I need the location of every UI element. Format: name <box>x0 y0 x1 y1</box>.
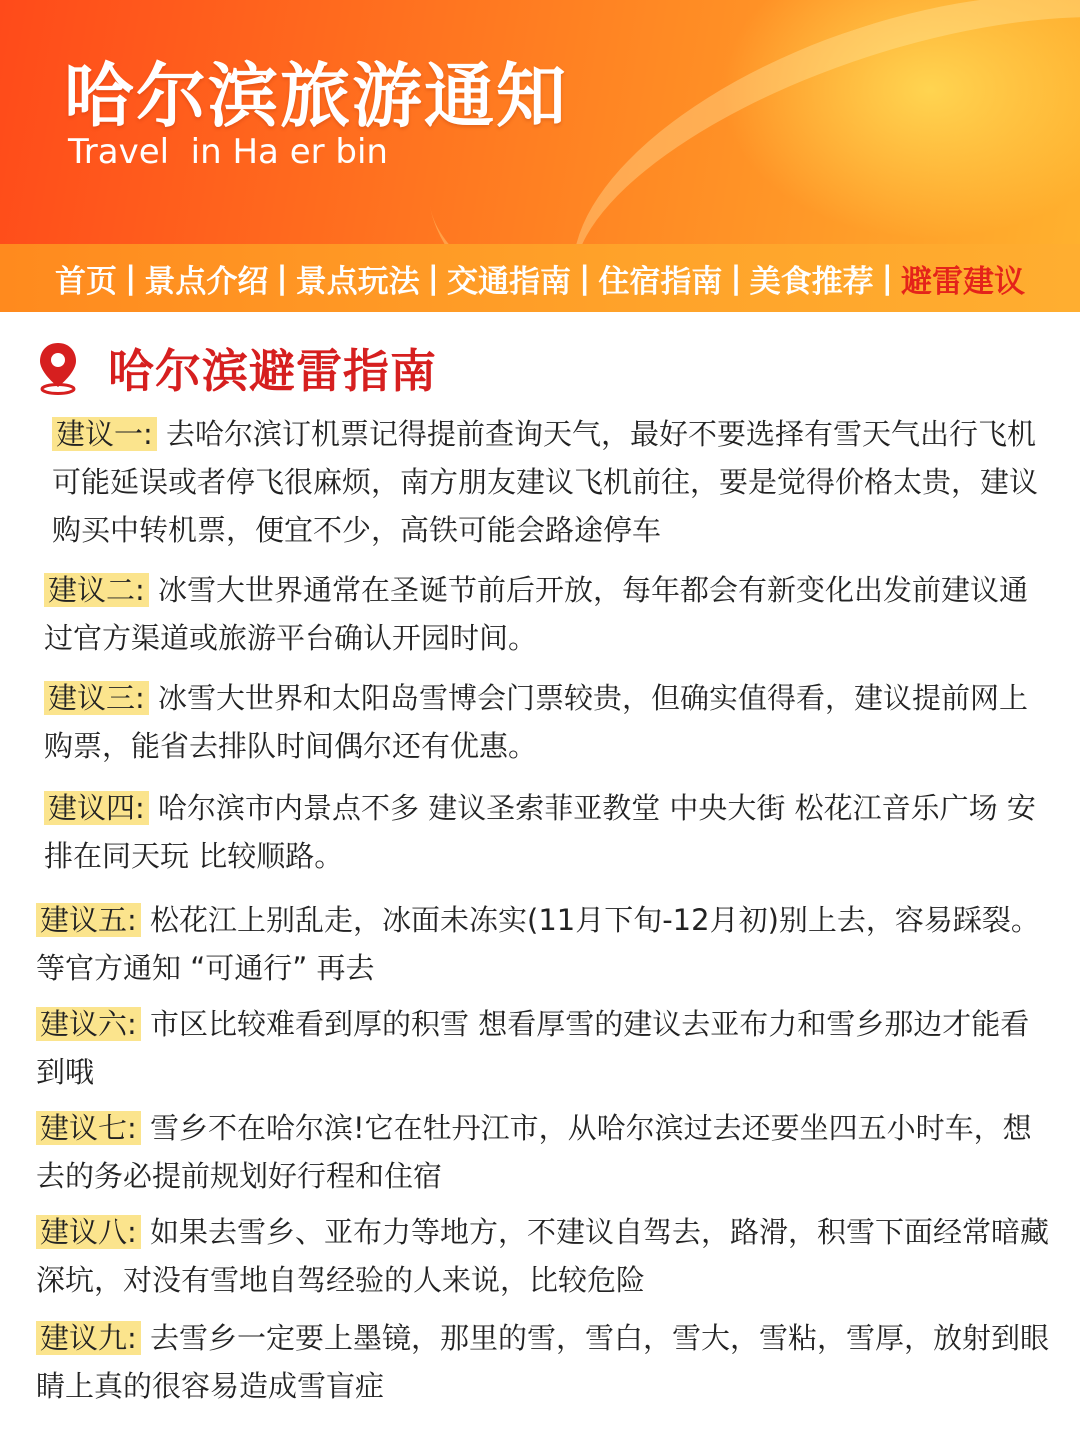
nav-separator: | <box>276 260 288 296</box>
location-pin-icon <box>36 341 80 395</box>
nav-item-activities[interactable]: 景点玩法 <box>295 263 420 300</box>
tip-text: 如果去雪乡、亚布力等地方，不建议自驾去，路滑，积雪下面经常暗藏深坑，对没有雪地自驾经验的人来说，比较危险 <box>36 1215 1050 1297</box>
tip-text: 去雪乡一定要上墨镜，那里的雪，雪白，雪大，雪粘，雪厚，放射到眼睛上真的很容易造成雪盲症 <box>36 1321 1050 1403</box>
nav-item-lodging[interactable]: 住宿指南 <box>598 263 723 300</box>
tip-label: 建议九: <box>36 1321 141 1355</box>
tip-item <box>44 566 1080 662</box>
nav-item-home[interactable]: 首页 <box>55 263 118 300</box>
tip-item <box>44 674 1080 770</box>
tip-label: 建议三: <box>44 681 149 715</box>
nav-separator: | <box>579 260 591 296</box>
tip-item <box>52 410 1080 554</box>
tip-text: 哈尔滨市内景点不多 建议圣索菲亚教堂 中央大街 松花江音乐广场 安排在同天玩 比较顺路。 <box>44 791 1036 873</box>
tip-label: 建议四: <box>44 791 149 825</box>
top-nav <box>0 244 1080 312</box>
nav-separator: | <box>730 260 742 296</box>
tip-item <box>36 1104 1080 1200</box>
tip-item <box>36 1208 1080 1304</box>
tip-label: 建议二: <box>44 573 149 607</box>
section-title: 哈尔滨避雷指南 <box>108 344 437 398</box>
tip-text: 松花江上别乱走，冰面未冻实(11月下旬-12月初)别上去，容易踩裂。等官方通知 “可通行” 再去 <box>36 903 1040 985</box>
tip-text: 冰雪大世界和太阳岛雪博会门票较贵，但确实值得看，建议提前网上购票，能省去排队时间偶尔还有优惠。 <box>44 681 1029 763</box>
tip-label: 建议一: <box>52 417 157 451</box>
section-heading <box>36 336 1080 400</box>
tip-item <box>44 784 1080 880</box>
nav-item-pitfalls[interactable]: 避雷建议 <box>900 263 1025 300</box>
nav-item-transport[interactable]: 交通指南 <box>447 263 571 300</box>
tip-label: 建议七: <box>36 1111 141 1145</box>
tip-text: 雪乡不在哈尔滨!它在牡丹江市，从哈尔滨过去还要坐四五小时车，想去的务必提前规划好行程和住宿 <box>36 1111 1032 1193</box>
tip-label: 建议六: <box>36 1007 141 1041</box>
tip-item <box>36 896 1080 992</box>
nav-separator: | <box>125 260 137 296</box>
nav-separator: | <box>427 260 439 296</box>
tip-label: 建议五: <box>36 903 141 937</box>
tip-item <box>36 1314 1080 1410</box>
tip-label: 建议八: <box>36 1215 141 1249</box>
page-title: 哈尔滨旅游通知 <box>64 55 568 137</box>
nav-item-food[interactable]: 美食推荐 <box>749 263 874 300</box>
nav-separator: | <box>881 260 893 296</box>
header-banner <box>0 0 1080 244</box>
tip-item <box>36 1000 1080 1096</box>
tips-list <box>0 410 1080 1410</box>
tip-text: 冰雪大世界通常在圣诞节前后开放，每年都会有新变化出发前建议通过官方渠道或旅游平台确认开园时间。 <box>44 573 1029 655</box>
page-subtitle: Travel in Ha er bin <box>68 132 388 172</box>
tip-text: 去哈尔滨订机票记得提前查询天气，最好不要选择有雪天气出行飞机可能延误或者停飞很麻烦，南方朋友建议飞机前往，要是觉得价格太贵，建议购买中转机票，便宜不少，高铁可能会路途停车 <box>52 417 1039 547</box>
tip-text: 市区比较难看到厚的积雪 想看厚雪的建议去亚布力和雪乡那边才能看到哦 <box>36 1007 1030 1089</box>
nav-item-attractions[interactable]: 景点介绍 <box>144 263 269 300</box>
